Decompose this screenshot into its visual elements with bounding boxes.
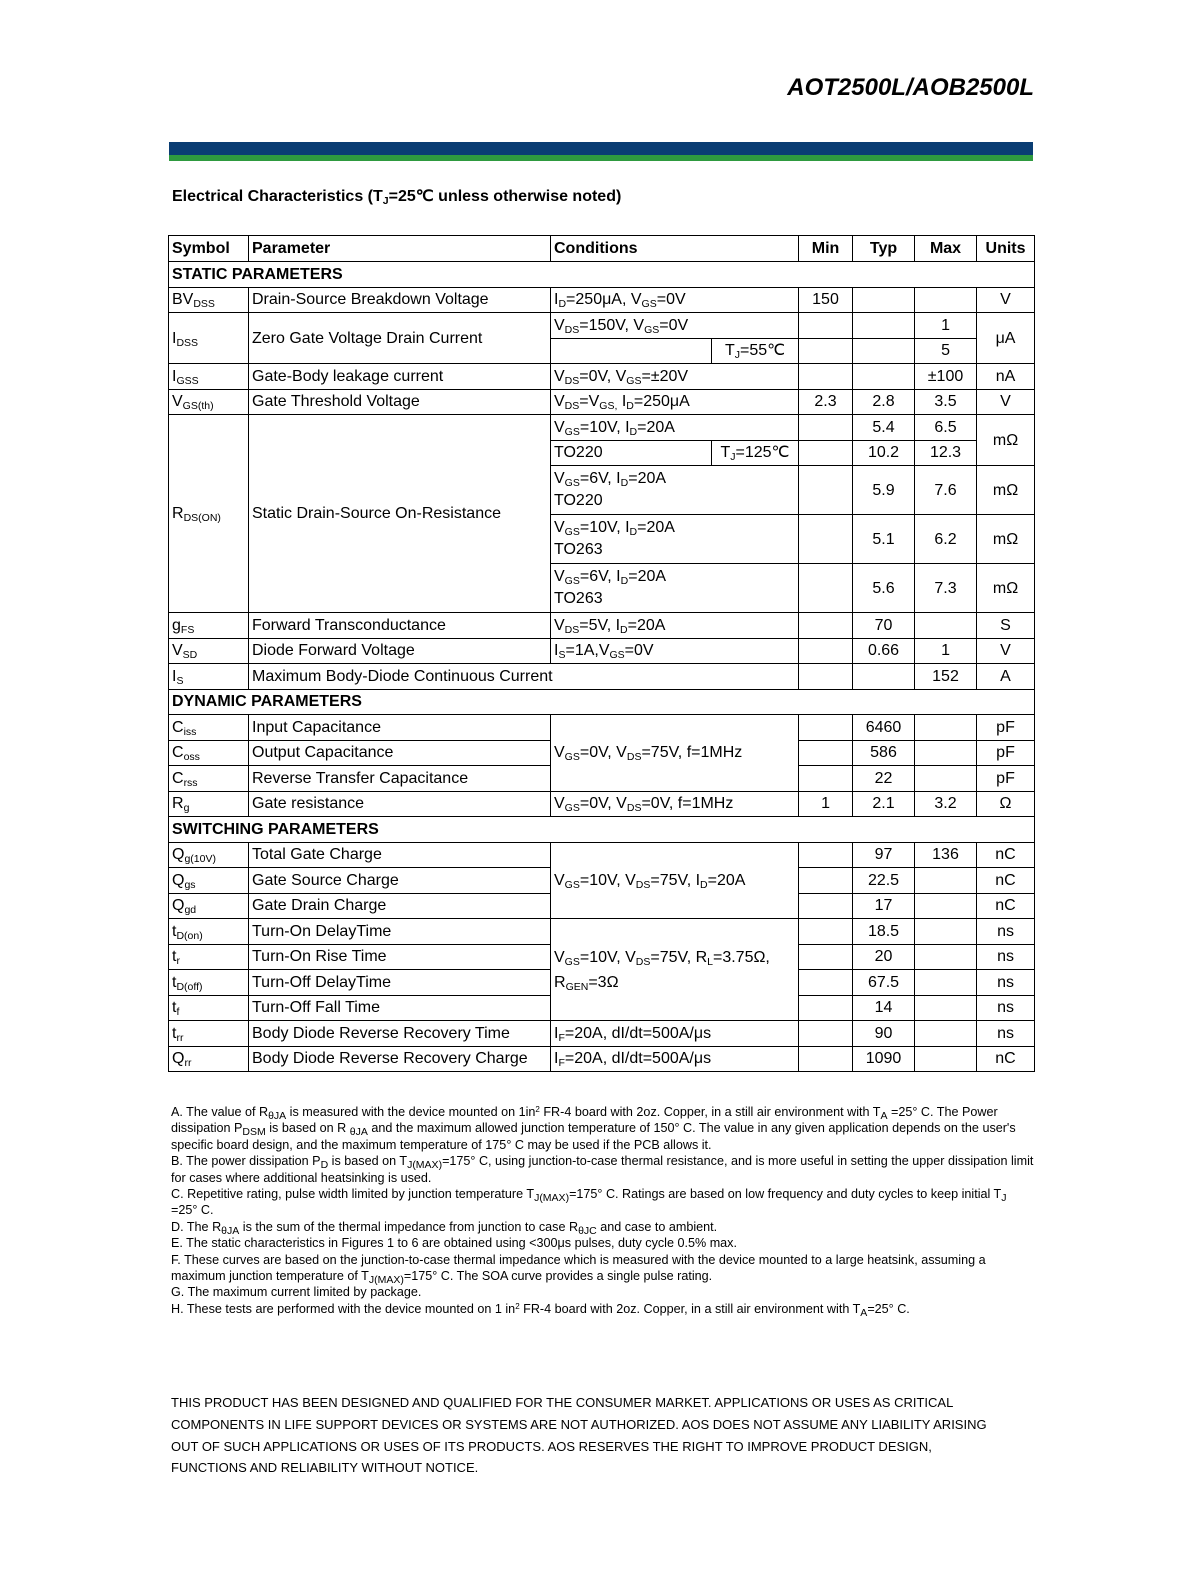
typ: 97 bbox=[853, 842, 915, 868]
parameter: Drain-Source Breakdown Voltage bbox=[249, 287, 551, 313]
note-e: E. The static characteristics in Figures 1 to 6 are obtained using <300μs pulses, duty cycle 0.5% max. bbox=[171, 1236, 737, 1251]
table-row bbox=[169, 638, 1035, 664]
units: ns bbox=[977, 1021, 1035, 1047]
parameter: Gate Threshold Voltage bbox=[249, 389, 551, 415]
symbol: $I_{GSS}$ bbox=[169, 364, 249, 390]
min bbox=[799, 842, 853, 868]
parameter: Turn-On Rise Time bbox=[249, 944, 551, 970]
conditions: $I_S=1A,V_{GS}=0V$ bbox=[551, 638, 799, 664]
max: 152 bbox=[915, 664, 977, 690]
typ: 14 bbox=[853, 995, 915, 1021]
typ bbox=[853, 313, 915, 339]
typ: 70 bbox=[853, 613, 915, 639]
table-row bbox=[169, 1021, 1035, 1047]
table-row bbox=[169, 613, 1035, 639]
min bbox=[799, 664, 853, 690]
typ bbox=[853, 664, 915, 690]
symbol: $t_{D(on)}$ bbox=[169, 919, 249, 945]
units: μA bbox=[977, 313, 1035, 364]
typ: 5.1 bbox=[853, 515, 915, 564]
table-row bbox=[169, 715, 1035, 741]
symbol: $Q_{gs}$ bbox=[169, 868, 249, 894]
disclaimer-line: OUT OF SUCH APPLICATIONS OR USES OF ITS PRODUCTS. AOS RESERVES THE RIGHT TO IMPROVE PRODUCT DESIGN, bbox=[171, 1438, 932, 1454]
typ: 0.66 bbox=[853, 638, 915, 664]
units: V bbox=[977, 638, 1035, 664]
disclaimer-line: COMPONENTS IN LIFE SUPPORT DEVICES OR SYSTEMS ARE NOT AUTHORIZED. AOS DOES NOT ASSUME ANY LIABILITY ARISING bbox=[171, 1416, 987, 1432]
max: 7.6 bbox=[915, 466, 977, 515]
conditions: $V_{DS}=150V$, $V_{GS}=0V$ bbox=[551, 313, 799, 339]
table-row bbox=[169, 389, 1035, 415]
min: 1 bbox=[799, 791, 853, 817]
max bbox=[915, 868, 977, 894]
col-max: Max bbox=[915, 236, 977, 262]
table-row bbox=[169, 415, 1035, 441]
typ: 10.2 bbox=[853, 440, 915, 466]
typ: 2.8 bbox=[853, 389, 915, 415]
conditions: $V_{GS}=6V$, $I_D=20A$ TO220 bbox=[551, 466, 799, 515]
switching-heading: SWITCHING PARAMETERS bbox=[169, 817, 1035, 843]
section-row-dynamic bbox=[169, 689, 1035, 715]
table-row bbox=[169, 664, 1035, 690]
max: 7.3 bbox=[915, 564, 977, 613]
units: mΩ bbox=[977, 564, 1035, 613]
units: ns bbox=[977, 970, 1035, 996]
typ: 6460 bbox=[853, 715, 915, 741]
min bbox=[799, 313, 853, 339]
symbol: $R_g$ bbox=[169, 791, 249, 817]
typ: 586 bbox=[853, 740, 915, 766]
min: 2.3 bbox=[799, 389, 853, 415]
table-header-row bbox=[169, 236, 1035, 262]
min bbox=[799, 715, 853, 741]
units: nC bbox=[977, 842, 1035, 868]
note-a: A. The value of $R_{\theta JA}$ is measured with the device mounted on $1in^2$ FR-4 board with 2oz. Copper, in a still air environment with $T_A =25^\circ$ C. The Power dissipation $P_{DSM}$ is based on R $_{\theta JA}$ and the maximum allowed junction temperature of 150° C. The value in any given application depends on the user's specific board design, and the maximum temperature of 175° C may be used if the PCB allows it. bbox=[171, 1105, 1016, 1152]
typ: 22.5 bbox=[853, 868, 915, 894]
conditions-package: TO220 bbox=[551, 440, 712, 466]
note-d: D. The $R_{\theta JA}$ is the sum of the thermal impedance from junction to case $R_{\theta JC}$ and case to ambient. bbox=[171, 1219, 718, 1237]
min bbox=[799, 868, 853, 894]
conditions-tj: $T_J=55℃$ bbox=[712, 338, 799, 364]
parameter: Gate Source Charge bbox=[249, 868, 551, 894]
min bbox=[799, 740, 853, 766]
typ: 67.5 bbox=[853, 970, 915, 996]
conditions: $V_{GS}=10V$, $I_D=20A$ bbox=[551, 415, 799, 441]
parameter: Reverse Transfer Capacitance bbox=[249, 766, 551, 792]
typ: 20 bbox=[853, 944, 915, 970]
section-row-switching bbox=[169, 817, 1035, 843]
conditions: $I_F=20A$, dI/dt=500A/μs bbox=[551, 1021, 799, 1047]
typ bbox=[853, 338, 915, 364]
table-row bbox=[169, 791, 1035, 817]
typ bbox=[853, 364, 915, 390]
symbol: $t_{D(off)}$ bbox=[169, 970, 249, 996]
conditions: $V_{DS}=0V$, $V_{GS}=\pm 20V$ bbox=[551, 364, 799, 390]
parameter: Output Capacitance bbox=[249, 740, 551, 766]
max: 12.3 bbox=[915, 440, 977, 466]
symbol: $t_r$ bbox=[169, 944, 249, 970]
units: nC bbox=[977, 1046, 1035, 1072]
units: mΩ bbox=[977, 415, 1035, 466]
symbol: $Q_{gd}$ bbox=[169, 893, 249, 919]
conditions: $V_{GS}=0V$, $V_{DS}=0V$, f=1MHz bbox=[551, 791, 799, 817]
conditions: $V_{GS}=10V$, $V_{DS}=75V$, $R_L=3.75\Omega$, $R_{GEN}=3\Omega$ bbox=[551, 919, 799, 1021]
max: 3.2 bbox=[915, 791, 977, 817]
disclaimer-line: THIS PRODUCT HAS BEEN DESIGNED AND QUALIFIED FOR THE CONSUMER MARKET. APPLICATIONS OR USES AS CRITICAL bbox=[171, 1395, 954, 1410]
dynamic-heading: DYNAMIC PARAMETERS bbox=[169, 689, 1035, 715]
max: ±100 bbox=[915, 364, 977, 390]
parameter: Diode Forward Voltage bbox=[249, 638, 551, 664]
max bbox=[915, 613, 977, 639]
typ: 5.6 bbox=[853, 564, 915, 613]
min bbox=[799, 893, 853, 919]
parameter: Maximum Body-Diode Continuous Current bbox=[249, 664, 799, 690]
parameter: Forward Transconductance bbox=[249, 613, 551, 639]
max: 136 bbox=[915, 842, 977, 868]
symbol: $t_f$ bbox=[169, 995, 249, 1021]
symbol: $Q_{g(10V)}$ bbox=[169, 842, 249, 868]
max bbox=[915, 944, 977, 970]
symbol: $C_{oss}$ bbox=[169, 740, 249, 766]
max bbox=[915, 1046, 977, 1072]
min bbox=[799, 1046, 853, 1072]
parameter: Gate resistance bbox=[249, 791, 551, 817]
units: pF bbox=[977, 740, 1035, 766]
units: A bbox=[977, 664, 1035, 690]
max: 6.5 bbox=[915, 415, 977, 441]
max: 1 bbox=[915, 638, 977, 664]
min bbox=[799, 515, 853, 564]
parameter: Input Capacitance bbox=[249, 715, 551, 741]
parameter: Zero Gate Voltage Drain Current bbox=[249, 313, 551, 364]
table-row bbox=[169, 1046, 1035, 1072]
typ: 5.9 bbox=[853, 466, 915, 515]
conditions: $V_{DS}=5V$, $I_D=20A$ bbox=[551, 613, 799, 639]
conditions-blank bbox=[551, 338, 712, 364]
min bbox=[799, 944, 853, 970]
units: V bbox=[977, 389, 1035, 415]
units: nC bbox=[977, 893, 1035, 919]
table-row bbox=[169, 364, 1035, 390]
typ: 17 bbox=[853, 893, 915, 919]
header-bar-blue bbox=[169, 142, 1033, 155]
table-row bbox=[169, 919, 1035, 945]
min: 150 bbox=[799, 287, 853, 313]
units: ns bbox=[977, 919, 1035, 945]
conditions: $I_F=20A$, dI/dt=500A/μs bbox=[551, 1046, 799, 1072]
symbol: $C_{rss}$ bbox=[169, 766, 249, 792]
typ bbox=[853, 287, 915, 313]
table-row bbox=[169, 287, 1035, 313]
parameter: Gate-Body leakage current bbox=[249, 364, 551, 390]
disclaimer bbox=[171, 1392, 1041, 1479]
min bbox=[799, 613, 853, 639]
table-row bbox=[169, 842, 1035, 868]
typ: 90 bbox=[853, 1021, 915, 1047]
typ: 22 bbox=[853, 766, 915, 792]
min bbox=[799, 919, 853, 945]
symbol: $V_{GS(th)}$ bbox=[169, 389, 249, 415]
max bbox=[915, 1021, 977, 1047]
min bbox=[799, 415, 853, 441]
max: 1 bbox=[915, 313, 977, 339]
min bbox=[799, 338, 853, 364]
conditions: $V_{GS}=10V$, $V_{DS}=75V$, $I_D=20A$ bbox=[551, 842, 799, 919]
max: 3.5 bbox=[915, 389, 977, 415]
footnotes bbox=[171, 1104, 1036, 1317]
col-symbol: Symbol bbox=[169, 236, 249, 262]
parameter: Gate Drain Charge bbox=[249, 893, 551, 919]
min bbox=[799, 1021, 853, 1047]
units: S bbox=[977, 613, 1035, 639]
col-parameter: Parameter bbox=[249, 236, 551, 262]
units: nA bbox=[977, 364, 1035, 390]
col-units: Units bbox=[977, 236, 1035, 262]
units: V bbox=[977, 287, 1035, 313]
note-c: C. Repetitive rating, pulse width limited by junction temperature $T_{J(MAX)}=175^\circ$ C. Ratings are based on low frequency and duty cycles to keep initial $T_J =25^\circ$ C. bbox=[171, 1187, 1007, 1218]
static-heading: STATIC PARAMETERS bbox=[169, 262, 1035, 288]
units: Ω bbox=[977, 791, 1035, 817]
part-number-title: AOT2500L/AOB2500L bbox=[787, 74, 1034, 101]
parameter: Body Diode Reverse Recovery Charge bbox=[249, 1046, 551, 1072]
min bbox=[799, 466, 853, 515]
max bbox=[915, 287, 977, 313]
parameter: Static Drain-Source On-Resistance bbox=[249, 415, 551, 613]
units: mΩ bbox=[977, 466, 1035, 515]
min bbox=[799, 766, 853, 792]
symbol: $t_{rr}$ bbox=[169, 1021, 249, 1047]
conditions-tj: $T_J=125℃$ bbox=[712, 440, 799, 466]
min bbox=[799, 364, 853, 390]
note-h: H. These tests are performed with the device mounted on 1 $in^2$ FR-4 board with 2oz. Copper, in a still air environment with $T_A=25^\circ$ C. bbox=[171, 1301, 910, 1319]
min bbox=[799, 638, 853, 664]
units: ns bbox=[977, 995, 1035, 1021]
symbol: $g_{FS}$ bbox=[169, 613, 249, 639]
symbol: $V_{SD}$ bbox=[169, 638, 249, 664]
section-row-static bbox=[169, 262, 1035, 288]
conditions: $V_{GS}=10V$, $I_D=20A$ TO263 bbox=[551, 515, 799, 564]
max: 6.2 bbox=[915, 515, 977, 564]
symbol: $R_{DS(ON)}$ bbox=[169, 415, 249, 613]
section-title: Electrical Characteristics ($T_J=25℃$ unless otherwise noted) bbox=[172, 188, 622, 207]
col-min: Min bbox=[799, 236, 853, 262]
symbol: $Q_{rr}$ bbox=[169, 1046, 249, 1072]
max bbox=[915, 893, 977, 919]
min bbox=[799, 970, 853, 996]
max bbox=[915, 715, 977, 741]
symbol: $C_{iss}$ bbox=[169, 715, 249, 741]
typ: 1090 bbox=[853, 1046, 915, 1072]
units: pF bbox=[977, 766, 1035, 792]
note-f: F. These curves are based on the junction-to-case thermal impedance which is measured with the device mounted to a large heatsink, assuming a maximum junction temperature of $T_{J(MAX)}=175^\circ$ C. The SOA curve provides a single pulse rating. bbox=[171, 1252, 986, 1287]
units: mΩ bbox=[977, 515, 1035, 564]
conditions: $V_{GS}=6V$, $I_D=20A$ TO263 bbox=[551, 564, 799, 613]
min bbox=[799, 440, 853, 466]
table-row bbox=[169, 313, 1035, 339]
electrical-characteristics-table bbox=[168, 235, 1035, 1072]
max bbox=[915, 995, 977, 1021]
units: pF bbox=[977, 715, 1035, 741]
parameter: Turn-On DelayTime bbox=[249, 919, 551, 945]
conditions: $V_{DS}=V_{GS,}$ $I_D=250\mu A$ bbox=[551, 389, 799, 415]
max bbox=[915, 970, 977, 996]
typ: 5.4 bbox=[853, 415, 915, 441]
max bbox=[915, 740, 977, 766]
min bbox=[799, 564, 853, 613]
note-b: B. The power dissipation $P_D$ is based on $T_{J(MAX)}=175^\circ$ C, using junction-to-case thermal resistance, and is more useful in setting the upper dissipation limit for cases where additional heatsinking is used. bbox=[171, 1154, 1034, 1185]
max: 5 bbox=[915, 338, 977, 364]
col-conditions: Conditions bbox=[551, 236, 799, 262]
parameter: Turn-Off Fall Time bbox=[249, 995, 551, 1021]
symbol: $I_{DSS}$ bbox=[169, 313, 249, 364]
typ: 18.5 bbox=[853, 919, 915, 945]
disclaimer-line: FUNCTIONS AND RELIABILITY WITHOUT NOTICE. bbox=[171, 1460, 479, 1476]
symbol: $BV_{DSS}$ bbox=[169, 287, 249, 313]
conditions: $I_D=250\mu A$, $V_{GS}=0V$ bbox=[551, 287, 799, 313]
min bbox=[799, 995, 853, 1021]
typ: 2.1 bbox=[853, 791, 915, 817]
col-typ: Typ bbox=[853, 236, 915, 262]
parameter: Body Diode Reverse Recovery Time bbox=[249, 1021, 551, 1047]
max bbox=[915, 919, 977, 945]
header-bar-green bbox=[169, 155, 1033, 161]
note-g: G. The maximum current limited by package. bbox=[171, 1285, 422, 1300]
parameter: Total Gate Charge bbox=[249, 842, 551, 868]
max bbox=[915, 766, 977, 792]
parameter: Turn-Off DelayTime bbox=[249, 970, 551, 996]
units: nC bbox=[977, 868, 1035, 894]
conditions: $V_{GS}=0V$, $V_{DS}=75V$, f=1MHz bbox=[551, 715, 799, 792]
units: ns bbox=[977, 944, 1035, 970]
symbol: $I_S$ bbox=[169, 664, 249, 690]
